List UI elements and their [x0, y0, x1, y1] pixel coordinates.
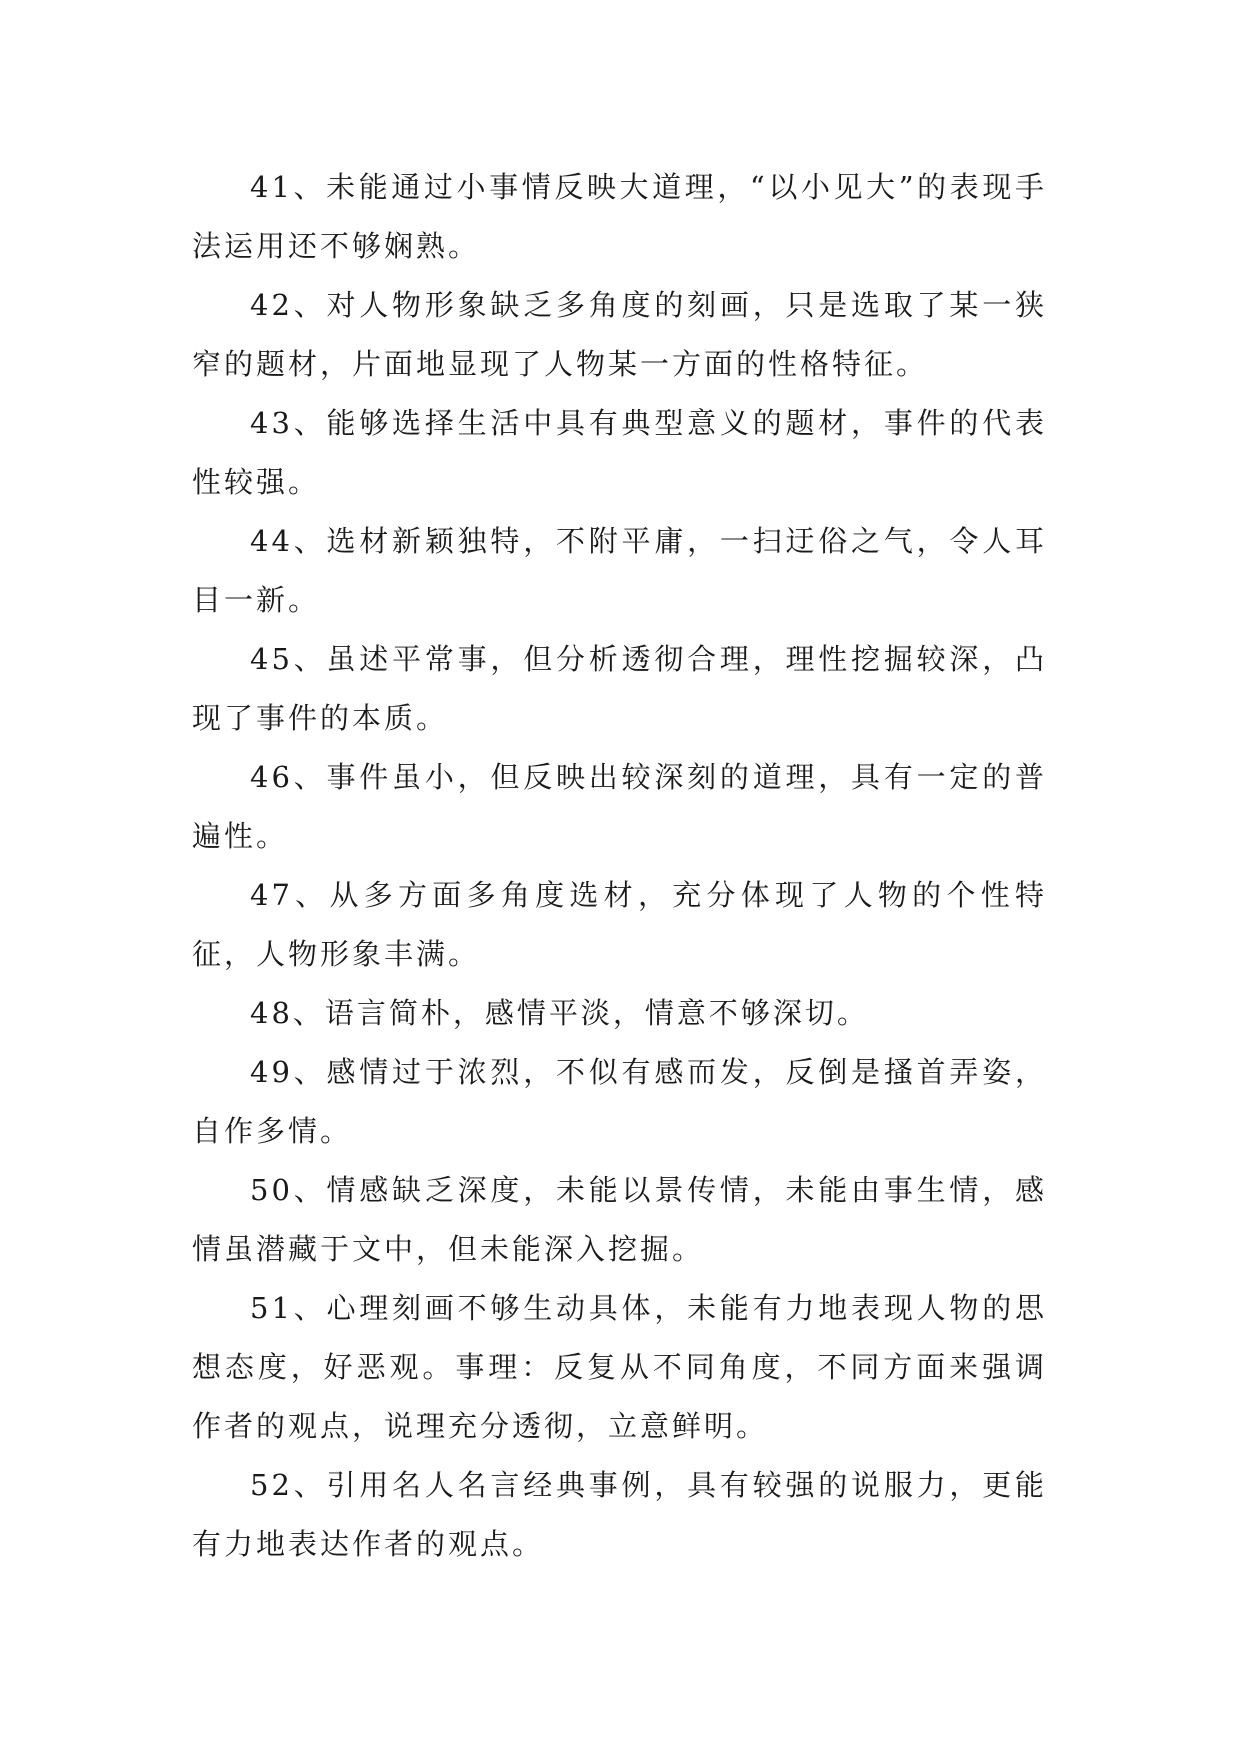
- paragraph-43: 43、能够选择生活中具有典型意义的题材，事件的代表性较强。: [192, 406, 1047, 499]
- paragraph-44: 44、选材新颖独特，不附平庸，一扫迂俗之气，令人耳目一新。: [192, 524, 1047, 617]
- paragraph-47: 47、从多方面多角度选材，充分体现了人物的个性特征，人物形象丰满。: [192, 878, 1047, 971]
- paragraph-42: 42、对人物形象缺乏多角度的刻画，只是选取了某一狭窄的题材，片面地显现了人物某一方面的性格特征。: [192, 288, 1047, 381]
- paragraph-51: 51、心理刻画不够生动具体，未能有力地表现人物的思想态度，好恶观。事理：反复从不同角度，不同方面来强调作者的观点，说理充分透彻，立意鲜明。: [192, 1291, 1047, 1443]
- paragraph-49: 49、感情过于浓烈，不似有感而发，反倒是搔首弄姿，自作多情。: [192, 1055, 1047, 1148]
- paragraph-52: 52、引用名人名言经典事例，具有较强的说服力，更能有力地表达作者的观点。: [192, 1468, 1047, 1561]
- paragraph-45: 45、虽述平常事，但分析透彻合理，理性挖掘较深，凸现了事件的本质。: [192, 642, 1047, 735]
- paragraph-48: 48、语言简朴，感情平淡，情意不够深切。: [250, 996, 869, 1030]
- paragraph-46: 46、事件虽小，但反映出较深刻的道理，具有一定的普遍性。: [192, 760, 1047, 853]
- paragraph-41: 41、未能通过小事情反映大道理，“以小见大”的表现手法运用还不够娴熟。: [192, 170, 1047, 263]
- document-body: [192, 158, 1047, 1574]
- paragraph-50: 50、情感缺乏深度，未能以景传情，未能由事生情，感情虽潜藏于文中，但未能深入挖掘。: [192, 1173, 1047, 1266]
